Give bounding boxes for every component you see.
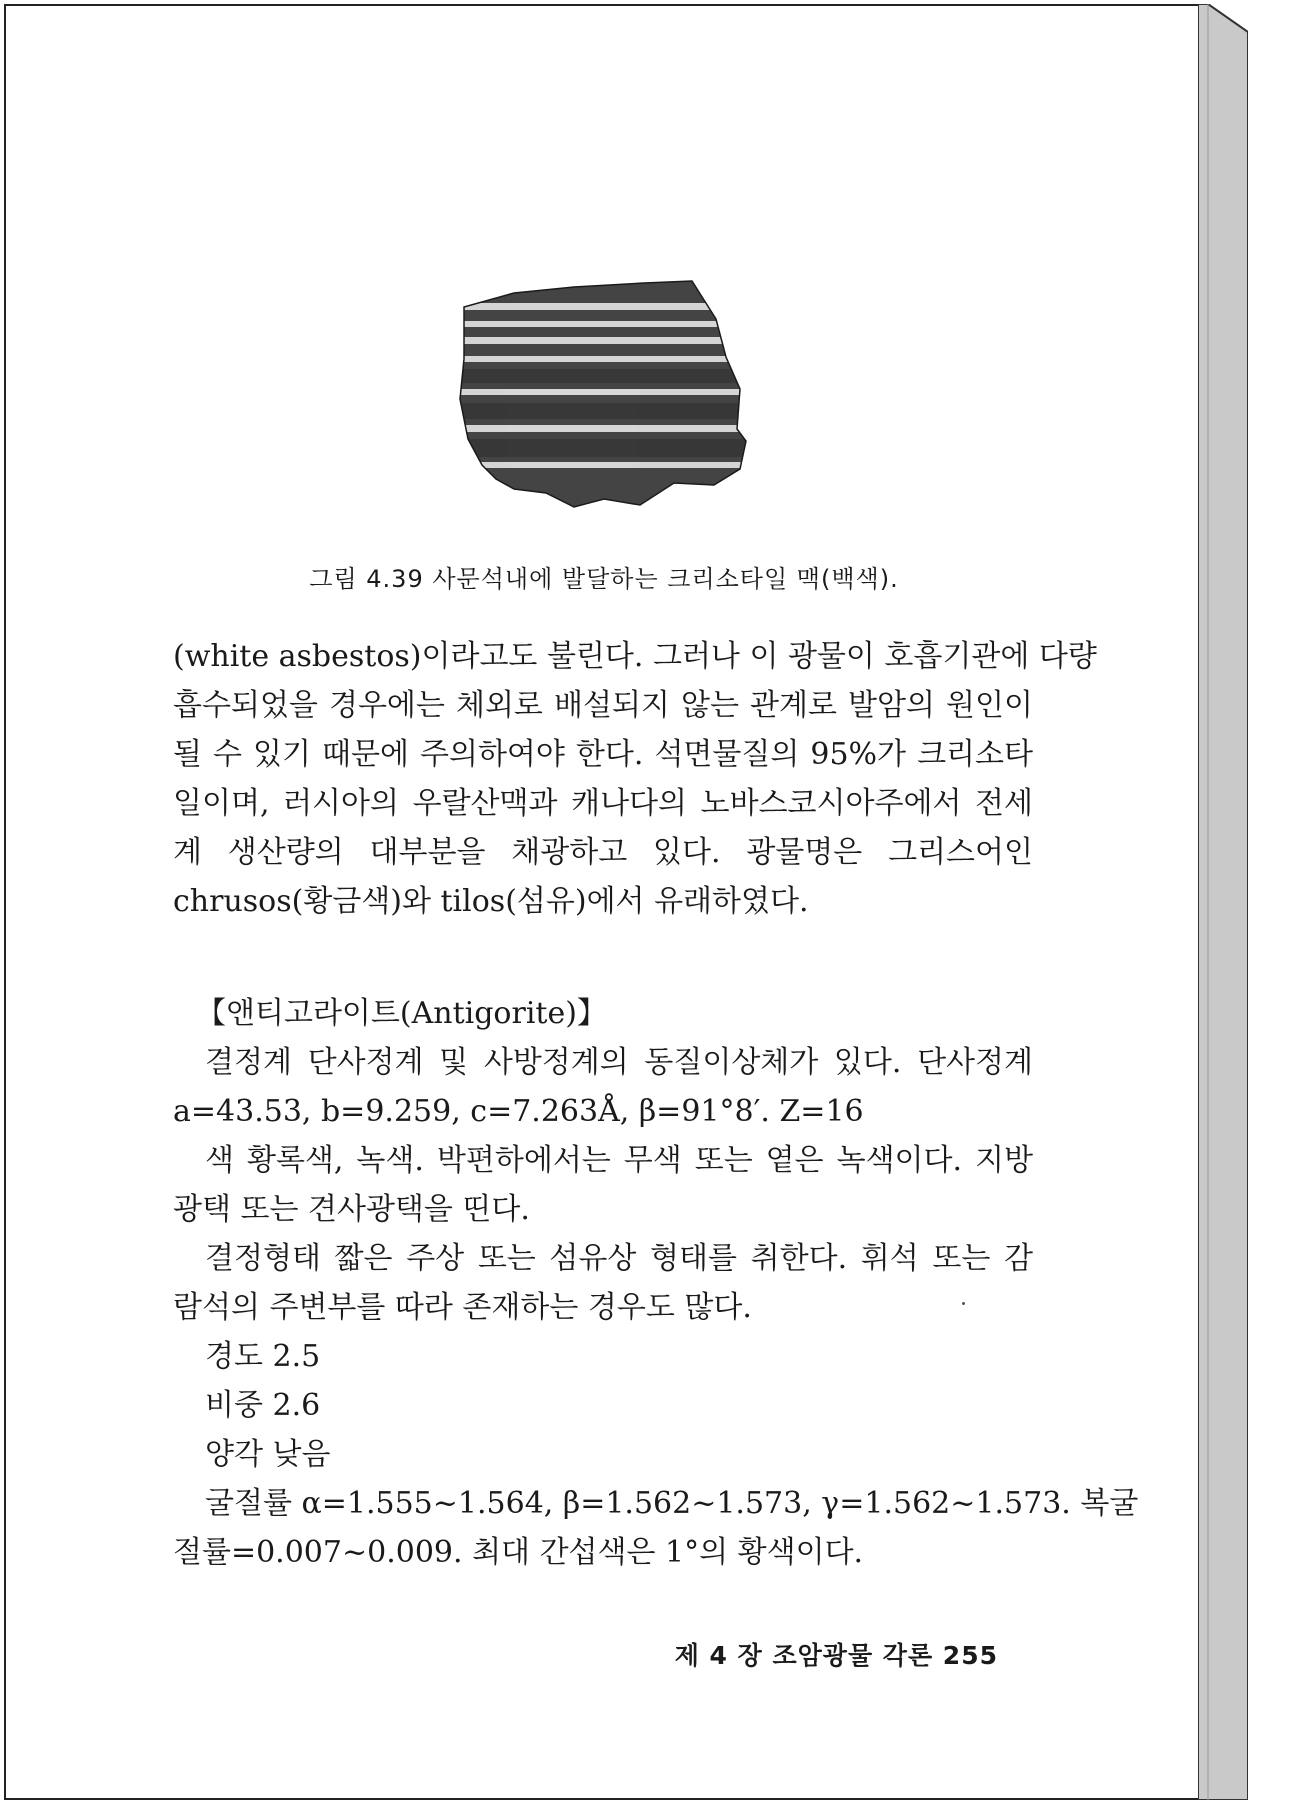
property-crystal-system: 결정계 단사정계 및 사방정계의 동질이상체가 있다. 단사정계 xyxy=(205,1045,1033,1080)
paragraph-line: chrusos(황금색)와 tilos(섬유)에서 유래하였다. xyxy=(173,884,809,919)
book-page xyxy=(4,4,1200,1800)
property-refractive-index-cont: 절률=0.007~0.009. 최대 간섭색은 1°의 황색이다. xyxy=(173,1535,864,1570)
paragraph-line: 될 수 있기 때문에 주의하여야 한다. 석면물질의 95%가 크리소타 xyxy=(173,737,1033,772)
paragraph-line: 계 생산량의 대부분을 채광하고 있다. 광물명은 그리스어인 xyxy=(173,835,1033,870)
paragraph-line: 흡수되었을 경우에는 체외로 배설되지 않는 관계로 발암의 원인이 xyxy=(173,688,1033,723)
chrysotile-vein-photo xyxy=(454,279,750,509)
property-specific-gravity: 비중 2.6 xyxy=(205,1388,321,1423)
speck xyxy=(962,1302,965,1305)
property-refractive-index: 굴절률 α=1.555~1.564, β=1.562~1.573, γ=1.562~1.573. 복굴 xyxy=(205,1486,1139,1521)
book-page-edge xyxy=(1198,4,1248,1800)
paragraph-line: 일이며, 러시아의 우랄산맥과 캐나다의 노바스코시아주에서 전세 xyxy=(173,786,1033,821)
property-cell-parameters: a=43.53, b=9.259, c=7.263Å, β=91°8′. Z=16 xyxy=(173,1094,864,1129)
section-heading: 【앤티고라이트(Antigorite)】 xyxy=(196,996,607,1031)
running-head: 제 4 장 조암광물 각론 255 xyxy=(674,1641,998,1670)
property-crystal-habit-cont: 람석의 주변부를 따라 존재하는 경우도 많다. xyxy=(173,1290,752,1325)
property-crystal-habit: 결정형태 짧은 주상 또는 섬유상 형태를 취한다. 휘석 또는 감 xyxy=(205,1241,1033,1276)
paragraph-line: (white asbestos)이라고도 불린다. 그러나 이 광물이 호흡기관에 다량 xyxy=(173,639,1097,674)
body-paragraph xyxy=(173,632,1097,926)
figure-caption: 그림 4.39 사문석내에 발달하는 크리소타일 맥(백색). xyxy=(309,565,899,593)
mineral-properties xyxy=(173,1038,1139,1577)
property-relief: 양각 낮음 xyxy=(205,1437,331,1472)
property-hardness: 경도 2.5 xyxy=(205,1339,321,1374)
property-color: 색 황록색, 녹색. 박편하에서는 무색 또는 옅은 녹색이다. 지방 xyxy=(205,1143,1033,1178)
property-color-cont: 광택 또는 견사광택을 띤다. xyxy=(173,1192,530,1227)
